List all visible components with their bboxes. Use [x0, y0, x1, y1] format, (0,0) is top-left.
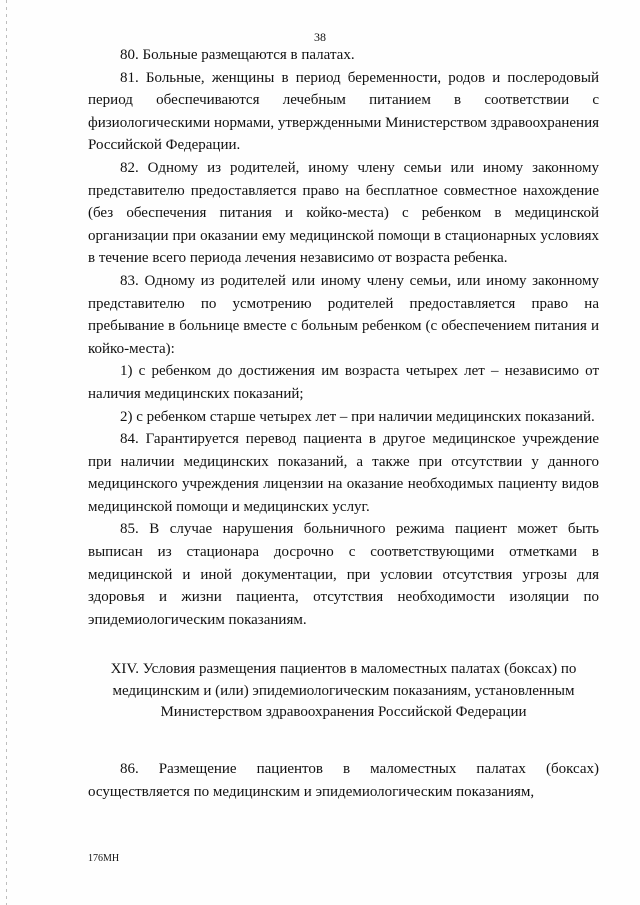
paragraph-80: 80. Больные размещаются в палатах.: [120, 47, 355, 63]
paragraph-81: 81. Больные, женщины в период беременности, родов и послеродовый период обеспечиваются лечебным питанием в соответствии с физиологическими нормами, утвержденными Министерством здравоохранения Российской Федерации.: [88, 69, 599, 154]
paragraph-86: 86. Размещение пациентов в маломестных палатах (боксах) осуществляется по медицинским и эпидемиологическим показаниям,: [88, 760, 599, 800]
paragraph-84: 84. Гарантируется перевод пациента в другое медицинское учреждение при наличии медицинских показаний, а также при отсутствии у данного медицинского учреждения лицензии на оказание необходимых пациенту видов медицинской помощи и медицинских услуг.: [88, 431, 599, 515]
paragraph-82: 82. Одному из родителей, иному члену семьи или иному законному представителю предоставляется право на бесплатное совместное нахождение (без обеспечения питания и койко-места) с ребенком в медицинской организации при оказании ему медицинской помощи в стационарных условиях в течение всего периода лечения независимо от возраста ребенка.: [88, 159, 599, 267]
paragraph-83: 83. Одному из родителей или иному члену семьи, или иному законному представителю по усмотрению родителей предоставляется право на пребывание в больнице вместе с больным ребенком (с обеспечением питания и койко-места):: [88, 272, 599, 357]
paragraph-83-item-1: 1) с ребенком до достижения им возраста четырех лет – независимо от наличия медицинских показаний;: [88, 363, 599, 402]
scan-edge-line: [6, 0, 7, 905]
page-number: 38: [314, 30, 326, 44]
section-heading: XIV. Условия размещения пациентов в маломестных палатах (боксах) по медицинским и (или) эпидемиологическим показаниям, установленным Министерством здравоохранения Российской Федерации: [110, 661, 577, 721]
paragraph-85: 85. В случае нарушения больничного режима пациент может быть выписан из стационара досрочно с соответствующими отметками в медицинской и иной документации, при условии отсутствия угрозы для здоровья и жизни пациента, отсутствия необходимости изоляции по эпидемиологическим показаниям.: [88, 521, 599, 628]
document-body: [88, 44, 599, 803]
paragraph-83-item-2: 2) с ребенком старше четырех лет – при наличии медицинских показаний.: [120, 408, 595, 425]
footer-code: 176МН: [88, 853, 120, 864]
